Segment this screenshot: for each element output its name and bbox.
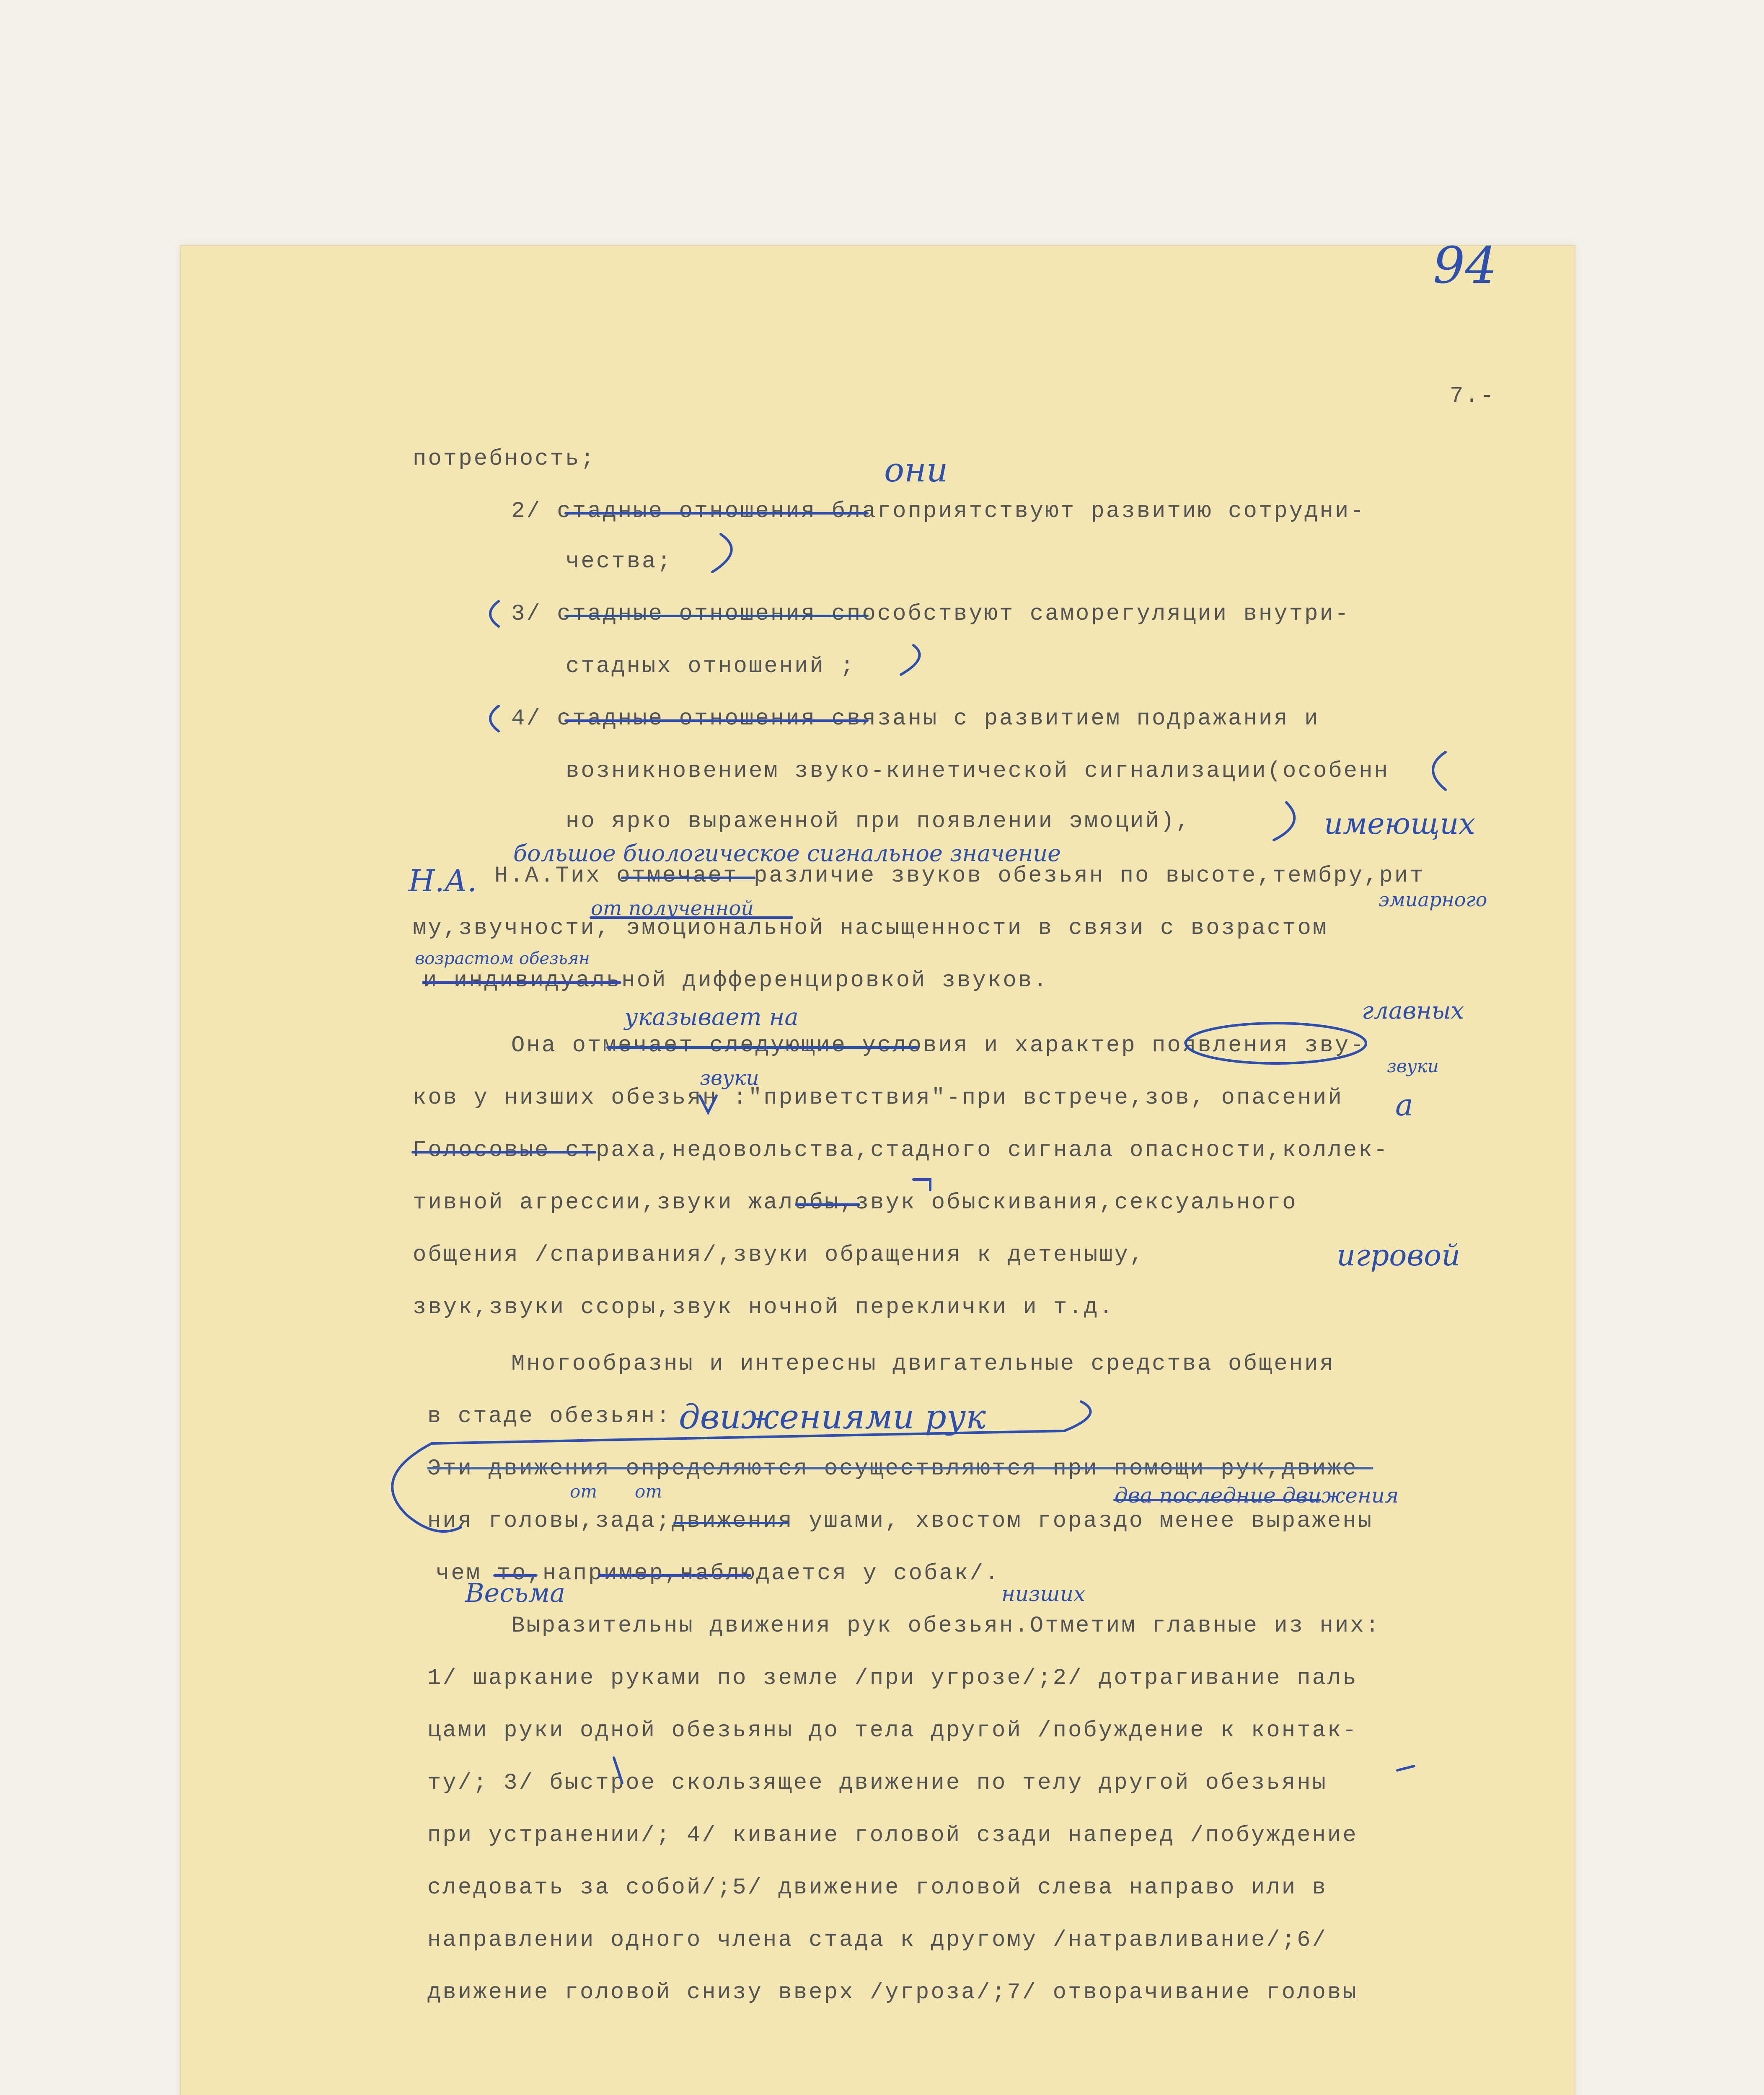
caret-mark [913,1179,930,1190]
handwritten-note: два последние движения [1115,1483,1399,1508]
bracket-mark [392,1402,1090,1531]
handwritten-note: они [884,450,948,489]
handwritten-note: движениями рук [679,1397,986,1436]
bracket-mark [712,534,732,572]
typed-line: чества; [566,549,672,574]
typed-line: Многообразны и интересны двигательные средства общения [511,1351,1335,1377]
handwritten-note: от полученной [591,897,754,920]
handwritten-note: а [1395,1087,1413,1123]
typed-line: при устранении/; 4/ кивание головой сзади наперед /побуждение [427,1823,1358,1848]
typed-line: тивной агрессии,звуки жалобы,звук обыскивания,сексуального [413,1190,1298,1216]
typed-line: движение головой снизу вверх /угроза/;7/ отворачивание головы [427,1980,1358,2005]
handwritten-note: большое биологическое сигнальное значение [513,840,1061,866]
circle-mark [1186,1023,1366,1063]
typed-line: общения /спаривания/,звуки обращения к детенышу, [413,1242,1145,1268]
handwritten-note: Н.А. [409,863,477,898]
typed-line: 3/ стадные отношения способствуют саморегуляции внутри- [511,601,1350,627]
bracket-mark [901,645,920,675]
typed-line: ков у низших обезьян :"приветствия"-при встрече,зов, опасений [413,1085,1343,1111]
handwritten-note: указывает на [624,1004,799,1031]
typed-line: но ярко выраженной при появлении эмоций), [566,809,1191,834]
caret-mark [700,1096,716,1112]
typed-line: чем то,например,наблюдается у собак/. [436,1561,1000,1586]
typed-line: му,звучности, эмоциональной насыщенности в связи с возрастом [413,916,1328,941]
typed-line: и индивидуальной дифференцировкой звуков. [423,968,1049,993]
typed-line: цами руки одной обезьяны до тела другой /побуждение к контак- [427,1718,1358,1743]
handwritten-marks [180,245,1575,2095]
caret-mark [1397,1766,1414,1770]
typed-line: следовать за собой/;5/ движение головой слева направо или в [427,1875,1327,1901]
typed-line: звук,звуки ссоры,звук ночной переклички и т.д. [413,1295,1115,1320]
typed-line-struck: Эти движения определяются осуществляются при помощи рук,движе- [427,1456,1373,1482]
document-page [180,237,1575,2095]
handwritten-note: игровой [1337,1238,1461,1273]
typed-line: ния головы,зада;движения ушами, хвостом гораздо менее выражены [427,1508,1373,1534]
page-number: 7.- [1450,383,1496,409]
handwritten-note: звуки [700,1066,759,1090]
typed-line: Голосовые страха,недовольства,стадного сигнала опасности,коллек- [413,1138,1389,1163]
handwritten-note: главных [1362,997,1464,1024]
handwritten-note: возрастом обезьян [415,949,590,968]
typed-line: 4/ стадные отношения связаны с развитием подражания и [511,706,1320,732]
handwritten-note: эмиарного [1379,888,1487,911]
typed-line: 1/ шаркание руками по земле /при угрозе/;2/ дотрагивание паль [427,1666,1358,1691]
bracket-mark [490,601,499,626]
bracket-mark [490,706,499,731]
handwritten-note: от [635,1481,662,1502]
handwritten-note: от [570,1481,597,1502]
typed-line: стадных отношений ; [566,654,856,679]
handwritten-note: низших [1001,1582,1086,1606]
archive-number: 94 [1433,237,1497,295]
handwritten-note: имеющих [1324,807,1475,841]
caret-mark [614,1758,622,1783]
typed-line: 2/ стадные отношения благоприятствуют развитию сотрудни- [511,499,1366,524]
typed-line: направлении одного члена стада к другому /натравливание/;6/ [427,1927,1327,1953]
typed-line: возникновением звуко-кинетической сигнализации(особенн [566,758,1389,784]
typed-line: в стаде обезьян: [427,1404,672,1429]
typed-line: Она отмечает следующие условия и характер появления зву- [511,1033,1366,1058]
handwritten-note: звуки [1387,1056,1439,1076]
bracket-mark [1274,802,1294,840]
typed-line: Н.А.Тих отмечает различие звуков обезьян по высоте,тембру,рит [494,863,1425,889]
typed-line: Выразительны движения рук обезьян.Отметим главные из них: [511,1613,1381,1639]
typed-line: ту/; 3/ быстрое скользящее движение по телу другой обезьяны [427,1770,1327,1796]
bracket-mark [1433,752,1446,790]
typed-line: потребность; [413,446,596,472]
handwritten-note: Весьма [465,1578,566,1608]
